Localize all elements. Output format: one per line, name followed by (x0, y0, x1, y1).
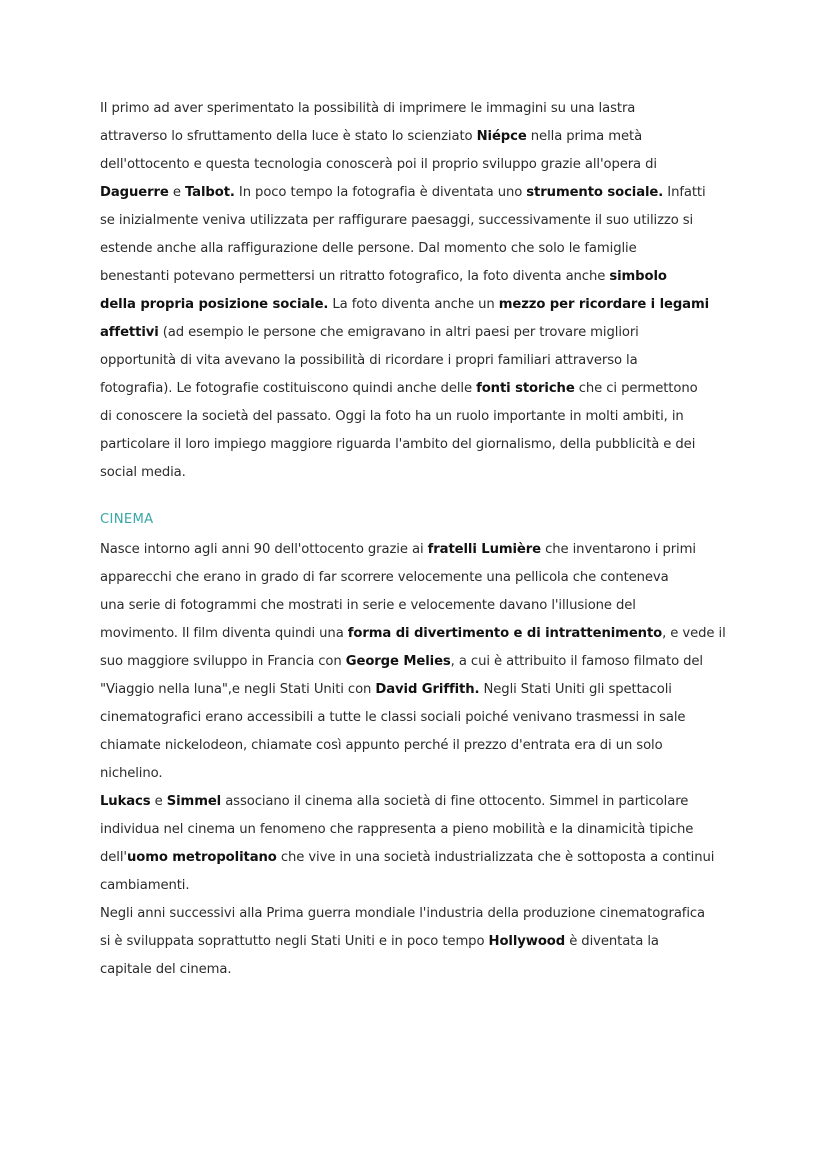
bold-term: fonti storiche (476, 381, 575, 396)
bold-term: strumento sociale. (526, 185, 664, 200)
text-line: una serie di fotogrammi che mostrati in serie e velocemente davano l'illusione del (100, 598, 636, 613)
bold-term: Lukacs (100, 794, 151, 809)
text-line: Daguerre e Talbot. In poco tempo la fotografia è diventata uno strumento sociale. Infatti (100, 185, 706, 200)
text-line: Negli anni successivi alla Prima guerra mondiale l'industria della produzione cinematografica (100, 906, 706, 921)
bold-term: Daguerre (100, 185, 169, 200)
text-line: individua nel cinema un fenomeno che rappresenta a pieno mobilità e la dinamicità tipiche (100, 822, 694, 837)
bold-term: della propria posizione sociale. (100, 297, 329, 312)
cinema-heading: CINEMA (100, 512, 154, 527)
text-line: "Viaggio nella luna",e negli Stati Uniti con David Griffith. Negli Stati Uniti gli spettacoli (100, 682, 672, 697)
bold-term: Niépce (476, 129, 527, 144)
text-line: benestanti potevano permettersi un ritratto fotografico, la foto diventa anche simbolo (100, 269, 667, 284)
text-line: della propria posizione sociale. La foto diventa anche un mezzo per ricordare i legami (100, 297, 710, 312)
bold-term: Hollywood (488, 934, 566, 949)
text-line: movimento. Il film diventa quindi una forma di divertimento e di intrattenimento, e vede il (100, 626, 726, 641)
bold-term: Simmel (166, 794, 222, 809)
bold-term: mezzo per ricordare i legami (498, 297, 710, 312)
text-line: affettivi (ad esempio le persone che emigravano in altri paesi per trovare migliori (100, 325, 639, 340)
text-line: cinematografici erano accessibili a tutte le classi sociali poiché venivano trasmessi in sale (100, 710, 686, 725)
text-line: si è sviluppata soprattutto negli Stati Uniti e in poco tempo Hollywood è diventata la (100, 934, 659, 949)
text-line: cambiamenti. (100, 878, 190, 893)
text-line: suo maggiore sviluppo in Francia con George Melies, a cui è attribuito il famoso filmato del (100, 654, 703, 669)
text-line: estende anche alla raffigurazione delle persone. Dal momento che solo le famiglie (100, 241, 637, 256)
text-line: chiamate nickelodeon, chiamate così appunto perché il prezzo d'entrata era di un solo (100, 738, 663, 753)
text-line: Nasce intorno agli anni 90 dell'ottocento grazie ai fratelli Lumière che inventarono i primi (100, 542, 696, 557)
text-line: nichelino. (100, 766, 163, 781)
text-line: Il primo ad aver sperimentato la possibilità di imprimere le immagini su una lastra (100, 101, 636, 116)
bold-term: David Griffith. (375, 682, 480, 697)
bold-term: affettivi (100, 325, 159, 340)
text-line: di conoscere la società del passato. Oggi la foto ha un ruolo importante in molti ambiti, in (100, 409, 684, 424)
text-line: attraverso lo sfruttamento della luce è stato lo scienziato Niépce nella prima metà (100, 129, 643, 144)
text-line: opportunità di vita avevano la possibilità di ricordare i propri familiari attraverso la (100, 353, 638, 368)
bold-term: uomo metropolitano (126, 850, 277, 865)
text-line: dell'uomo metropolitano che vive in una società industrializzata che è sottoposta a continui (100, 850, 715, 865)
text-line: particolare il loro impiego maggiore riguarda l'ambito del giornalismo, della pubblicità e dei (100, 437, 696, 452)
bold-term: simbolo (609, 269, 667, 284)
bold-term: fratelli Lumière (427, 542, 542, 557)
text-line: se inizialmente veniva utilizzata per raffigurare paesaggi, successivamente il suo utilizzo si (100, 213, 694, 228)
bold-term: forma di divertimento e di intrattenimento (347, 626, 663, 641)
text-line: social media. (100, 465, 186, 480)
text-line: fotografia). Le fotografie costituiscono quindi anche delle fonti storiche che ci permettono (100, 381, 698, 396)
cinema-paragraph (100, 536, 740, 984)
photography-paragraph (100, 95, 740, 487)
text-line: apparecchi che erano in grado di far scorrere velocemente una pellicola che conteneva (100, 570, 669, 585)
bold-term: George Melies (345, 654, 451, 669)
bold-term: Talbot. (184, 185, 235, 200)
text-line: Lukacs e Simmel associano il cinema alla società di fine ottocento. Simmel in particolare (100, 794, 689, 809)
text-line: capitale del cinema. (100, 962, 232, 977)
text-line: dell'ottocento e questa tecnologia conoscerà poi il proprio sviluppo grazie all'opera di (100, 157, 657, 172)
